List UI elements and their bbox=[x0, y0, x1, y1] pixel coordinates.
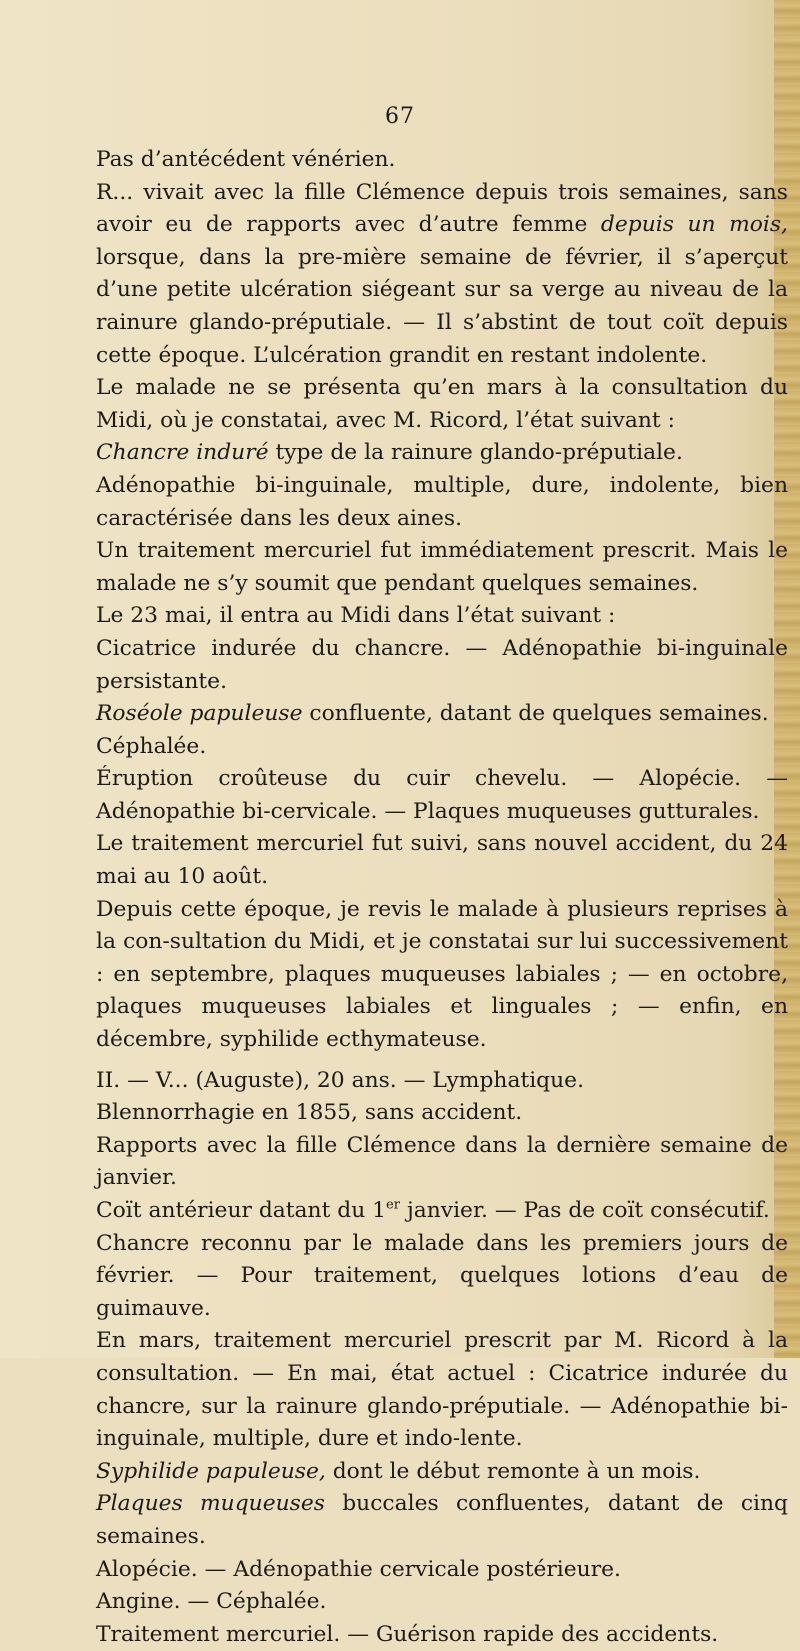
paragraph bbox=[96, 437, 788, 470]
italic-term: Chancre induré bbox=[96, 440, 269, 466]
paragraph-text: Blennorrhagie en 1855, sans accident. bbox=[96, 1100, 523, 1126]
italic-term: Syphilide papuleuse, bbox=[96, 1458, 326, 1484]
superscript: er bbox=[386, 1197, 401, 1213]
paragraph bbox=[96, 763, 788, 828]
paragraph-text: Céphalée. bbox=[96, 733, 207, 759]
paragraph bbox=[96, 470, 788, 535]
paragraph bbox=[96, 1097, 788, 1130]
paragraph bbox=[96, 1325, 788, 1455]
paragraph-text: Le malade ne se présenta qu’en mars à la consultation du Midi, où je constatai, avec M. Ricord, l’état suivant : bbox=[96, 375, 788, 433]
paragraph bbox=[96, 698, 788, 731]
paragraph bbox=[96, 177, 788, 373]
paragraph bbox=[96, 1130, 788, 1195]
paragraph bbox=[96, 1488, 788, 1553]
paragraph-text: dont le début remonte à un mois. bbox=[325, 1458, 701, 1484]
paragraph-text: Cicatrice indurée du chancre. — Adénopathie bi-inguinale persistante. bbox=[96, 635, 788, 694]
paragraph-text: II. — V... (Auguste), 20 ans. — Lymphatique. bbox=[96, 1067, 585, 1093]
paragraph-text: Alopécie. — Adénopathie cervicale postérieure. bbox=[96, 1556, 621, 1582]
paragraph-text: En mars, traitement mercuriel prescrit par M. Ricord à la consultation. — En mai, état actuel : Cicatrice indurée du chancre, sur la rainure glando-préputiale. — Adénopathie bi-inguinale, multiple, dure et indo-lente. bbox=[96, 1328, 788, 1452]
italic-term: Roséole papuleuse bbox=[96, 701, 303, 727]
paragraph-text: type de la rainure glando-préputiale. bbox=[268, 440, 683, 466]
paragraph-text: Adénopathie bi-inguinale, multiple, dure, indolente, bien caractérisée dans les deux aines. bbox=[96, 472, 788, 531]
paragraph-text-tail: janvier. — Pas de coït consécutif. bbox=[400, 1198, 770, 1223]
paragraph-text: Chancre reconnu par le malade dans les premiers jours de février. — Pour traitement, quelques lotions d’eau de guimauve. bbox=[96, 1230, 788, 1321]
paragraph-text: Traitement mercuriel. — Guérison rapide des accidents. bbox=[96, 1621, 719, 1647]
italic-term: Plaques muqueuses bbox=[96, 1491, 325, 1517]
paragraph-text: Le 23 mai, il entra au Midi dans l’état suivant : bbox=[96, 603, 616, 629]
paragraph bbox=[96, 828, 788, 893]
paragraph-text: Rapports avec la fille Clémence dans la dernière semaine de janvier. bbox=[96, 1132, 788, 1191]
paragraph-text: buccales confluentes, datant de cinq semaines. bbox=[96, 1491, 788, 1549]
paragraph-text: confluente, datant de quelques semaines. bbox=[302, 701, 769, 727]
paragraph bbox=[96, 535, 788, 600]
paragraph bbox=[96, 731, 788, 764]
paragraph bbox=[96, 1619, 788, 1651]
paragraph-text: R... vivait avec la fille Clémence depuis trois semaines, sans avoir eu de rapports avec d’autre femme bbox=[96, 179, 788, 238]
paragraph-text: Un traitement mercuriel fut immédiatement prescrit. Mais le malade ne s’y soumit que pendant quelques semaines. bbox=[96, 538, 788, 596]
paragraph-text: Angine. — Céphalée. bbox=[96, 1589, 327, 1615]
paragraph-text: Depuis cette époque, je revis le malade à plusieurs reprises à la con-sultation du Midi, et je constatai sur lui successivement : en septembre, plaques muqueuses labiales ; — en octobre, plaques muqueuses labiales et linguales ; — enfin, en décembre, syphilide ecthymateuse. bbox=[96, 896, 788, 1053]
paragraph-text: Éruption croûteuse du cuir chevelu. — Alopécie. — Adénopathie bi-cervicale. — Plaques muqueuses gutturales. bbox=[96, 766, 788, 824]
paragraph-text-tail: lorsque, dans la pre-mière semaine de février, il s’aperçut d’une petite ulcération siégeant sur sa verge au niveau de la rainure glando-préputiale. — Il s’abstint de tout coït depuis cette époque. L’ulcération grandit en restant indolente. bbox=[96, 244, 788, 368]
paragraph bbox=[96, 1586, 788, 1619]
paragraph bbox=[96, 372, 788, 437]
paragraph bbox=[96, 1554, 788, 1587]
paragraph bbox=[96, 894, 788, 1057]
paragraph bbox=[96, 1456, 788, 1489]
body-text bbox=[96, 144, 788, 1651]
paragraph bbox=[96, 1195, 788, 1228]
paragraph bbox=[96, 600, 788, 633]
paragraph bbox=[96, 633, 788, 698]
italic-phrase: depuis un mois, bbox=[600, 212, 788, 238]
paragraph bbox=[96, 144, 788, 177]
paragraph-text: Le traitement mercuriel fut suivi, sans nouvel accident, du 24 mai au 10 août. bbox=[96, 831, 788, 890]
paragraph-text: Pas d’antécédent vénérien. bbox=[96, 147, 396, 172]
paragraph bbox=[96, 1065, 788, 1098]
paragraph bbox=[96, 1228, 788, 1326]
paragraph-text: Coït antérieur datant du 1 bbox=[96, 1198, 387, 1223]
page-number: 67 bbox=[385, 104, 415, 129]
